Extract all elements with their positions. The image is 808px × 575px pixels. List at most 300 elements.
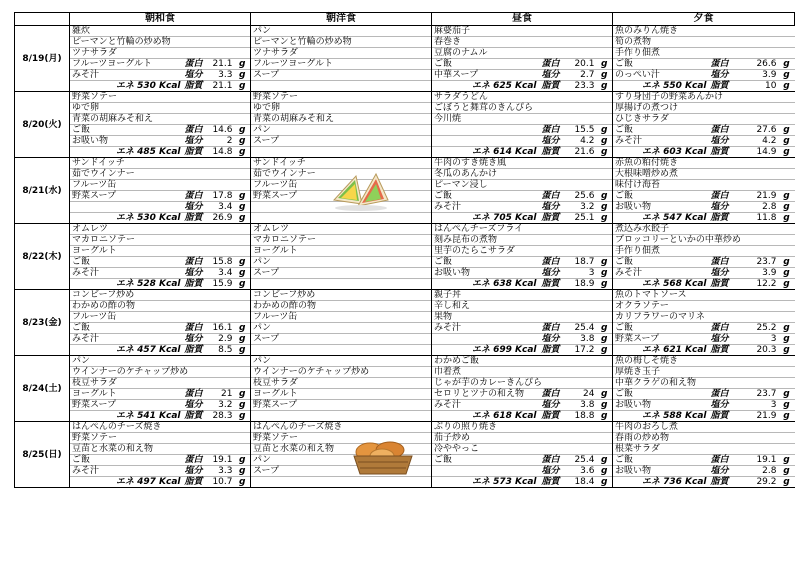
dish-dinner: ブロッコリーといかの中華炒め bbox=[613, 235, 709, 246]
nutrient-label-dinner: 脂質 bbox=[710, 279, 729, 289]
dish-dinner: ご飯 bbox=[613, 59, 709, 70]
menu-row bbox=[15, 180, 795, 191]
unit-label-lunch bbox=[597, 48, 613, 59]
nutrient-value-dinner: 29.2 bbox=[756, 477, 777, 487]
unit-label-breakfast-japanese: g bbox=[239, 455, 246, 465]
unit-label-breakfast-japanese bbox=[235, 180, 251, 191]
energy-breakfast-japanese: エネ 530 Kcal bbox=[70, 213, 183, 224]
dish-lunch: セロリとツナの和え物 bbox=[432, 389, 539, 400]
nutrient-label-lunch: 蛋白 bbox=[541, 389, 560, 399]
nutrient-value-breakfast-japanese: 3.4 bbox=[218, 268, 233, 278]
unit-label-breakfast-japanese bbox=[235, 169, 251, 180]
dish-breakfast-western bbox=[251, 213, 432, 224]
nutrient-label-dinner: 脂質 bbox=[710, 213, 729, 223]
nutrient-label-breakfast-japanese bbox=[183, 180, 205, 191]
nutrient-label-lunch bbox=[539, 103, 563, 114]
nutrient-value-breakfast-japanese bbox=[205, 378, 235, 389]
date-cell: 8/25(日) bbox=[15, 422, 70, 488]
nutrient-value-breakfast-japanese: 21.1 bbox=[212, 59, 233, 69]
nutrient-value-lunch: 4.2 bbox=[580, 136, 595, 146]
unit-label-dinner: g bbox=[783, 191, 790, 201]
dish-breakfast-western: パン bbox=[251, 323, 432, 334]
nutrient-value-dinner: 27.6 bbox=[756, 125, 777, 135]
nutrient-value-dinner: 25.2 bbox=[756, 323, 777, 333]
menu-row bbox=[15, 26, 795, 37]
nutrient-value-dinner: 2.8 bbox=[762, 466, 777, 476]
nutrient-label-dinner: 塩分 bbox=[710, 466, 729, 476]
nutrient-label-dinner: 脂質 bbox=[710, 345, 729, 355]
energy-dinner: エネ 588 Kcal bbox=[613, 411, 709, 422]
nutrient-value-breakfast-japanese bbox=[205, 169, 235, 180]
nutrient-value-breakfast-japanese: 8.5 bbox=[218, 345, 233, 355]
dish-breakfast-japanese: パン bbox=[70, 356, 183, 367]
nutrient-label-dinner bbox=[709, 103, 731, 114]
nutrient-label-dinner: 脂質 bbox=[710, 147, 729, 157]
nutrient-value-dinner bbox=[731, 312, 779, 323]
unit-label-lunch: g bbox=[601, 323, 608, 333]
nutrient-value-lunch bbox=[563, 158, 597, 169]
nutrient-label-lunch: 蛋白 bbox=[541, 125, 560, 135]
dish-lunch: みそ汁 bbox=[432, 400, 539, 411]
nutrient-value-lunch bbox=[563, 301, 597, 312]
dish-breakfast-western: スープ bbox=[251, 70, 432, 81]
menu-row bbox=[15, 169, 795, 180]
unit-label-lunch: g bbox=[601, 70, 608, 80]
weekly-menu-table bbox=[14, 12, 795, 488]
nutrient-value-dinner: 12.2 bbox=[756, 279, 777, 289]
nutrient-value-lunch: 2.7 bbox=[580, 70, 595, 80]
nutrient-label-dinner: 塩分 bbox=[710, 136, 729, 146]
nutrient-label-breakfast-japanese: 塩分 bbox=[184, 466, 203, 476]
unit-label-lunch bbox=[597, 378, 613, 389]
nutrient-value-lunch: 3.8 bbox=[580, 334, 595, 344]
nutrient-label-breakfast-japanese bbox=[183, 301, 205, 312]
dish-lunch: 牛肉のすき焼き風 bbox=[432, 158, 539, 169]
unit-label-dinner bbox=[779, 235, 795, 246]
nutrient-value-dinner: 26.6 bbox=[756, 59, 777, 69]
nutrient-label-dinner bbox=[709, 26, 731, 37]
dish-dinner: ご飯 bbox=[613, 125, 709, 136]
nutrient-label-breakfast-japanese bbox=[183, 235, 205, 246]
energy-breakfast-japanese: エネ 528 Kcal bbox=[70, 279, 183, 290]
unit-label-dinner: g bbox=[783, 279, 790, 289]
nutrient-label-dinner: 蛋白 bbox=[710, 59, 729, 69]
dish-lunch: 今川焼 bbox=[432, 114, 539, 125]
dish-lunch: 辛し和え bbox=[432, 301, 539, 312]
unit-label-dinner: g bbox=[783, 59, 790, 69]
dish-breakfast-japanese: 豆苗と水菜の和え物 bbox=[70, 444, 183, 455]
dish-dinner: みそ汁 bbox=[613, 268, 709, 279]
nutrient-value-dinner bbox=[731, 169, 779, 180]
nutrient-label-dinner: 脂質 bbox=[710, 477, 729, 487]
nutrient-label-lunch bbox=[539, 158, 563, 169]
unit-label-lunch: g bbox=[601, 191, 608, 201]
dish-breakfast-japanese: ご飯 bbox=[70, 455, 183, 466]
unit-label-breakfast-japanese bbox=[235, 378, 251, 389]
dish-breakfast-western: フルーツ缶 bbox=[251, 180, 432, 191]
dish-lunch: 茄子炒め bbox=[432, 433, 539, 444]
nutrient-label-breakfast-japanese bbox=[183, 422, 205, 433]
nutrient-label-breakfast-japanese: 脂質 bbox=[184, 279, 203, 289]
dish-breakfast-western: コンビーフ炒め bbox=[251, 290, 432, 301]
dish-breakfast-western: ヨーグルト bbox=[251, 246, 432, 257]
unit-label-dinner: g bbox=[783, 81, 790, 91]
dish-breakfast-western: ピーマンと竹輪の炒め物 bbox=[251, 37, 432, 48]
nutrient-label-breakfast-japanese bbox=[183, 114, 205, 125]
unit-label-lunch: g bbox=[601, 389, 608, 399]
energy-lunch: エネ 638 Kcal bbox=[432, 279, 539, 290]
nutrient-label-lunch bbox=[539, 378, 563, 389]
unit-label-breakfast-japanese bbox=[235, 301, 251, 312]
menu-row bbox=[15, 290, 795, 301]
dish-lunch: 豆腐のナムル bbox=[432, 48, 539, 59]
unit-label-dinner bbox=[779, 301, 795, 312]
energy-dinner: エネ 621 Kcal bbox=[613, 345, 709, 356]
nutrient-value-dinner bbox=[731, 92, 779, 103]
nutrient-label-dinner bbox=[709, 378, 731, 389]
nutrient-value-breakfast-japanese bbox=[205, 422, 235, 433]
nutrient-value-lunch: 25.6 bbox=[574, 191, 595, 201]
nutrient-value-lunch bbox=[563, 103, 597, 114]
dish-lunch: お吸い物 bbox=[432, 268, 539, 279]
unit-label-lunch bbox=[597, 235, 613, 246]
dish-breakfast-japanese: ヨーグルト bbox=[70, 389, 183, 400]
nutrient-value-lunch: 3.8 bbox=[580, 400, 595, 410]
dish-breakfast-western: パン bbox=[251, 125, 432, 136]
unit-label-breakfast-japanese: g bbox=[239, 400, 246, 410]
dish-breakfast-western: オムレツ bbox=[251, 224, 432, 235]
nutrient-value-dinner: 3.9 bbox=[762, 70, 777, 80]
dish-breakfast-western: わかめの酢の物 bbox=[251, 301, 432, 312]
nutrient-value-dinner: 3.9 bbox=[762, 268, 777, 278]
unit-label-dinner bbox=[779, 444, 795, 455]
nutrient-label-lunch: 蛋白 bbox=[541, 59, 560, 69]
nutrient-value-dinner bbox=[731, 246, 779, 257]
dish-breakfast-western: フルーツヨーグルト bbox=[251, 59, 432, 70]
nutrient-label-breakfast-japanese: 蛋白 bbox=[184, 59, 203, 69]
nutrient-label-dinner: 蛋白 bbox=[710, 389, 729, 399]
unit-label-breakfast-japanese bbox=[235, 433, 251, 444]
unit-label-breakfast-japanese: g bbox=[239, 136, 246, 146]
nutrient-label-breakfast-japanese: 蛋白 bbox=[184, 191, 203, 201]
nutrient-value-breakfast-japanese bbox=[205, 37, 235, 48]
unit-label-lunch: g bbox=[601, 136, 608, 146]
nutrient-label-lunch: 蛋白 bbox=[541, 323, 560, 333]
unit-label-lunch bbox=[597, 356, 613, 367]
unit-label-dinner bbox=[779, 37, 795, 48]
dish-dinner: オクラソテー bbox=[613, 301, 709, 312]
menu-row bbox=[15, 136, 795, 147]
nutrient-value-dinner: 3 bbox=[770, 400, 777, 410]
menu-row bbox=[15, 477, 795, 488]
unit-label-lunch bbox=[597, 26, 613, 37]
nutrient-label-lunch bbox=[539, 301, 563, 312]
unit-label-lunch bbox=[597, 114, 613, 125]
unit-label-lunch bbox=[597, 367, 613, 378]
nutrient-label-breakfast-japanese: 蛋白 bbox=[184, 125, 203, 135]
nutrient-value-breakfast-japanese bbox=[205, 356, 235, 367]
nutrient-label-breakfast-japanese: 脂質 bbox=[184, 411, 203, 421]
unit-label-lunch: g bbox=[601, 279, 608, 289]
dish-lunch: ご飯 bbox=[432, 257, 539, 268]
nutrient-value-lunch: 25.1 bbox=[574, 213, 595, 223]
dish-breakfast-japanese: お吸い物 bbox=[70, 136, 183, 147]
dish-dinner: 野菜スープ bbox=[613, 334, 709, 345]
date-cell: 8/20(火) bbox=[15, 92, 70, 158]
unit-label-breakfast-japanese: g bbox=[239, 466, 246, 476]
nutrient-value-breakfast-japanese: 3.4 bbox=[218, 202, 233, 212]
nutrient-value-dinner bbox=[731, 367, 779, 378]
nutrient-label-lunch bbox=[539, 235, 563, 246]
dish-dinner: ひじきサラダ bbox=[613, 114, 709, 125]
nutrient-value-lunch: 25.4 bbox=[574, 323, 595, 333]
nutrient-value-dinner bbox=[731, 378, 779, 389]
nutrient-value-lunch bbox=[563, 356, 597, 367]
dish-breakfast-western: パン bbox=[251, 257, 432, 268]
unit-label-lunch: g bbox=[601, 411, 608, 421]
menu-row bbox=[15, 279, 795, 290]
nutrient-label-dinner bbox=[709, 301, 731, 312]
energy-breakfast-japanese: エネ 541 Kcal bbox=[70, 411, 183, 422]
nutrient-value-dinner bbox=[731, 103, 779, 114]
nutrient-label-dinner: 蛋白 bbox=[710, 191, 729, 201]
dish-dinner: 味付け海苔 bbox=[613, 180, 709, 191]
nutrient-value-lunch bbox=[563, 114, 597, 125]
nutrient-label-lunch: 塩分 bbox=[541, 334, 560, 344]
energy-breakfast-japanese: エネ 485 Kcal bbox=[70, 147, 183, 158]
nutrient-value-dinner bbox=[731, 37, 779, 48]
menu-row bbox=[15, 81, 795, 92]
menu-row bbox=[15, 103, 795, 114]
unit-label-dinner: g bbox=[783, 136, 790, 146]
dish-lunch: じゃが芋のカレーきんぴら bbox=[432, 378, 539, 389]
dish-dinner: ご飯 bbox=[613, 257, 709, 268]
nutrient-label-breakfast-japanese bbox=[183, 26, 205, 37]
dish-dinner: 魚の梅しそ焼き bbox=[613, 356, 709, 367]
dish-breakfast-japanese: 雑炊 bbox=[70, 26, 183, 37]
dish-lunch: ぶりの照り焼き bbox=[432, 422, 539, 433]
nutrient-label-dinner: 蛋白 bbox=[710, 323, 729, 333]
nutrient-label-lunch bbox=[539, 224, 563, 235]
dish-dinner: 筍の煮物 bbox=[613, 37, 709, 48]
nutrient-label-breakfast-japanese bbox=[183, 169, 205, 180]
unit-label-breakfast-japanese bbox=[235, 158, 251, 169]
nutrient-label-dinner: 脂質 bbox=[710, 411, 729, 421]
energy-dinner: エネ 603 Kcal bbox=[613, 147, 709, 158]
dish-breakfast-japanese: 野菜スープ bbox=[70, 400, 183, 411]
nutrient-label-lunch: 脂質 bbox=[541, 279, 560, 289]
nutrient-label-lunch bbox=[539, 48, 563, 59]
nutrient-label-dinner bbox=[709, 433, 731, 444]
nutrient-label-lunch bbox=[539, 444, 563, 455]
dish-breakfast-western: 野菜ソテー bbox=[251, 433, 432, 444]
date-cell: 8/23(金) bbox=[15, 290, 70, 356]
menu-row bbox=[15, 389, 795, 400]
unit-label-dinner bbox=[779, 246, 795, 257]
nutrient-value-dinner: 23.7 bbox=[756, 389, 777, 399]
unit-label-dinner bbox=[779, 114, 795, 125]
menu-row bbox=[15, 323, 795, 334]
dish-breakfast-western: フルーツ缶 bbox=[251, 312, 432, 323]
dish-dinner: 煮込み水餃子 bbox=[613, 224, 709, 235]
nutrient-label-breakfast-japanese bbox=[183, 158, 205, 169]
nutrient-label-dinner bbox=[709, 290, 731, 301]
dish-lunch: 春巻き bbox=[432, 37, 539, 48]
nutrient-value-lunch bbox=[563, 180, 597, 191]
unit-label-dinner: g bbox=[783, 411, 790, 421]
dish-lunch: 刻み昆布の煮物 bbox=[432, 235, 539, 246]
nutrient-label-lunch: 脂質 bbox=[541, 477, 560, 487]
menu-row bbox=[15, 235, 795, 246]
nutrient-value-dinner: 20.3 bbox=[756, 345, 777, 355]
nutrient-value-breakfast-japanese bbox=[205, 312, 235, 323]
menu-row bbox=[15, 334, 795, 345]
unit-label-breakfast-japanese: g bbox=[239, 411, 246, 421]
nutrient-label-dinner bbox=[709, 158, 731, 169]
energy-breakfast-japanese: エネ 530 Kcal bbox=[70, 81, 183, 92]
nutrient-value-breakfast-japanese bbox=[205, 367, 235, 378]
unit-label-dinner bbox=[779, 92, 795, 103]
dish-lunch: 親子丼 bbox=[432, 290, 539, 301]
nutrient-label-lunch bbox=[539, 180, 563, 191]
unit-label-breakfast-japanese: g bbox=[239, 70, 246, 80]
nutrient-value-lunch: 20.1 bbox=[574, 59, 595, 69]
nutrient-label-lunch: 塩分 bbox=[541, 400, 560, 410]
nutrient-value-breakfast-japanese: 14.6 bbox=[212, 125, 233, 135]
menu-row bbox=[15, 125, 795, 136]
dish-breakfast-western: スープ bbox=[251, 136, 432, 147]
dish-breakfast-western: ウインナーのケチャップ炒め bbox=[251, 367, 432, 378]
nutrient-value-dinner bbox=[731, 48, 779, 59]
dish-breakfast-western: 茹でウインナー bbox=[251, 169, 432, 180]
menu-body bbox=[15, 26, 795, 488]
nutrient-value-lunch: 23.3 bbox=[574, 81, 595, 91]
nutrient-value-lunch bbox=[563, 433, 597, 444]
menu-row bbox=[15, 367, 795, 378]
nutrient-value-lunch: 15.5 bbox=[574, 125, 595, 135]
nutrient-value-lunch bbox=[563, 235, 597, 246]
menu-row bbox=[15, 70, 795, 81]
unit-label-breakfast-japanese: g bbox=[239, 202, 246, 212]
nutrient-label-lunch bbox=[539, 114, 563, 125]
nutrient-label-lunch: 蛋白 bbox=[541, 257, 560, 267]
nutrient-value-breakfast-japanese: 16.1 bbox=[212, 323, 233, 333]
nutrient-value-lunch bbox=[563, 48, 597, 59]
menu-row bbox=[15, 224, 795, 235]
nutrient-label-breakfast-japanese bbox=[183, 444, 205, 455]
nutrient-label-lunch bbox=[539, 356, 563, 367]
unit-label-dinner bbox=[779, 433, 795, 444]
nutrient-value-breakfast-japanese bbox=[205, 180, 235, 191]
unit-label-breakfast-japanese bbox=[235, 290, 251, 301]
dish-lunch: ご飯 bbox=[432, 59, 539, 70]
nutrient-value-lunch bbox=[563, 26, 597, 37]
nutrient-value-breakfast-japanese: 28.3 bbox=[212, 411, 233, 421]
nutrient-label-breakfast-japanese: 脂質 bbox=[184, 213, 203, 223]
nutrient-label-dinner: 塩分 bbox=[710, 202, 729, 212]
dish-breakfast-western: 枝豆サラダ bbox=[251, 378, 432, 389]
dish-dinner: 厚揚げの煮つけ bbox=[613, 103, 709, 114]
dish-dinner: ご飯 bbox=[613, 455, 709, 466]
dish-lunch: ごぼうと舞茸のきんぴら bbox=[432, 103, 539, 114]
menu-row bbox=[15, 92, 795, 103]
unit-label-breakfast-japanese bbox=[235, 246, 251, 257]
nutrient-value-lunch: 3.2 bbox=[580, 202, 595, 212]
unit-label-lunch bbox=[597, 180, 613, 191]
nutrient-label-lunch bbox=[539, 312, 563, 323]
nutrient-label-dinner bbox=[709, 312, 731, 323]
dish-lunch: ご飯 bbox=[432, 455, 539, 466]
unit-label-lunch bbox=[597, 433, 613, 444]
dish-dinner: ご飯 bbox=[613, 389, 709, 400]
bread-basket-illustration bbox=[350, 436, 416, 476]
nutrient-value-lunch: 3.6 bbox=[580, 466, 595, 476]
unit-label-breakfast-japanese bbox=[235, 114, 251, 125]
dish-breakfast-japanese bbox=[70, 202, 183, 213]
nutrient-value-dinner: 14.9 bbox=[756, 147, 777, 157]
nutrient-value-lunch: 21.6 bbox=[574, 147, 595, 157]
unit-label-breakfast-japanese bbox=[235, 26, 251, 37]
dish-breakfast-western bbox=[251, 477, 432, 488]
dish-breakfast-japanese: 野菜ソテー bbox=[70, 433, 183, 444]
nutrient-label-lunch: 蛋白 bbox=[541, 191, 560, 201]
unit-label-dinner bbox=[779, 422, 795, 433]
nutrient-label-lunch bbox=[539, 169, 563, 180]
nutrient-value-dinner: 11.8 bbox=[756, 213, 777, 223]
unit-label-lunch: g bbox=[601, 477, 608, 487]
menu-row bbox=[15, 411, 795, 422]
menu-row bbox=[15, 158, 795, 169]
dish-breakfast-japanese: みそ汁 bbox=[70, 268, 183, 279]
unit-label-dinner: g bbox=[783, 334, 790, 344]
unit-label-dinner: g bbox=[783, 202, 790, 212]
nutrient-label-dinner: 塩分 bbox=[710, 400, 729, 410]
nutrient-value-breakfast-japanese bbox=[205, 92, 235, 103]
nutrient-value-lunch bbox=[563, 92, 597, 103]
menu-row bbox=[15, 400, 795, 411]
nutrient-label-breakfast-japanese: 塩分 bbox=[184, 136, 203, 146]
dish-breakfast-japanese: みそ汁 bbox=[70, 334, 183, 345]
energy-lunch: エネ 573 Kcal bbox=[432, 477, 539, 488]
nutrient-label-breakfast-japanese: 蛋白 bbox=[184, 455, 203, 465]
nutrient-value-lunch bbox=[563, 290, 597, 301]
unit-label-lunch: g bbox=[601, 466, 608, 476]
dish-breakfast-western: 豆苗と水菜の和え物 bbox=[251, 444, 432, 455]
unit-label-breakfast-japanese: g bbox=[239, 323, 246, 333]
dish-breakfast-japanese: ご飯 bbox=[70, 257, 183, 268]
unit-label-lunch bbox=[597, 301, 613, 312]
unit-label-lunch: g bbox=[601, 81, 608, 91]
dish-breakfast-japanese: ゆで卵 bbox=[70, 103, 183, 114]
dish-dinner: カリフラワーのマリネ bbox=[613, 312, 709, 323]
energy-lunch: エネ 618 Kcal bbox=[432, 411, 539, 422]
nutrient-value-breakfast-japanese: 17.8 bbox=[212, 191, 233, 201]
dish-breakfast-japanese: マカロニソテー bbox=[70, 235, 183, 246]
col-header-breakfast-japanese: 朝和食 bbox=[70, 13, 251, 26]
dish-lunch: 中華スープ bbox=[432, 70, 539, 81]
date-cell: 8/21(水) bbox=[15, 158, 70, 224]
nutrient-value-dinner: 21.9 bbox=[756, 411, 777, 421]
unit-label-breakfast-japanese bbox=[235, 367, 251, 378]
unit-label-dinner bbox=[779, 290, 795, 301]
menu-row bbox=[15, 246, 795, 257]
dish-breakfast-western: 青菜の胡麻みそ和え bbox=[251, 114, 432, 125]
dish-breakfast-japanese: 枝豆サラダ bbox=[70, 378, 183, 389]
nutrient-value-lunch bbox=[563, 169, 597, 180]
unit-label-dinner bbox=[779, 224, 795, 235]
nutrient-label-dinner: 蛋白 bbox=[710, 125, 729, 135]
nutrient-label-breakfast-japanese: 塩分 bbox=[184, 400, 203, 410]
